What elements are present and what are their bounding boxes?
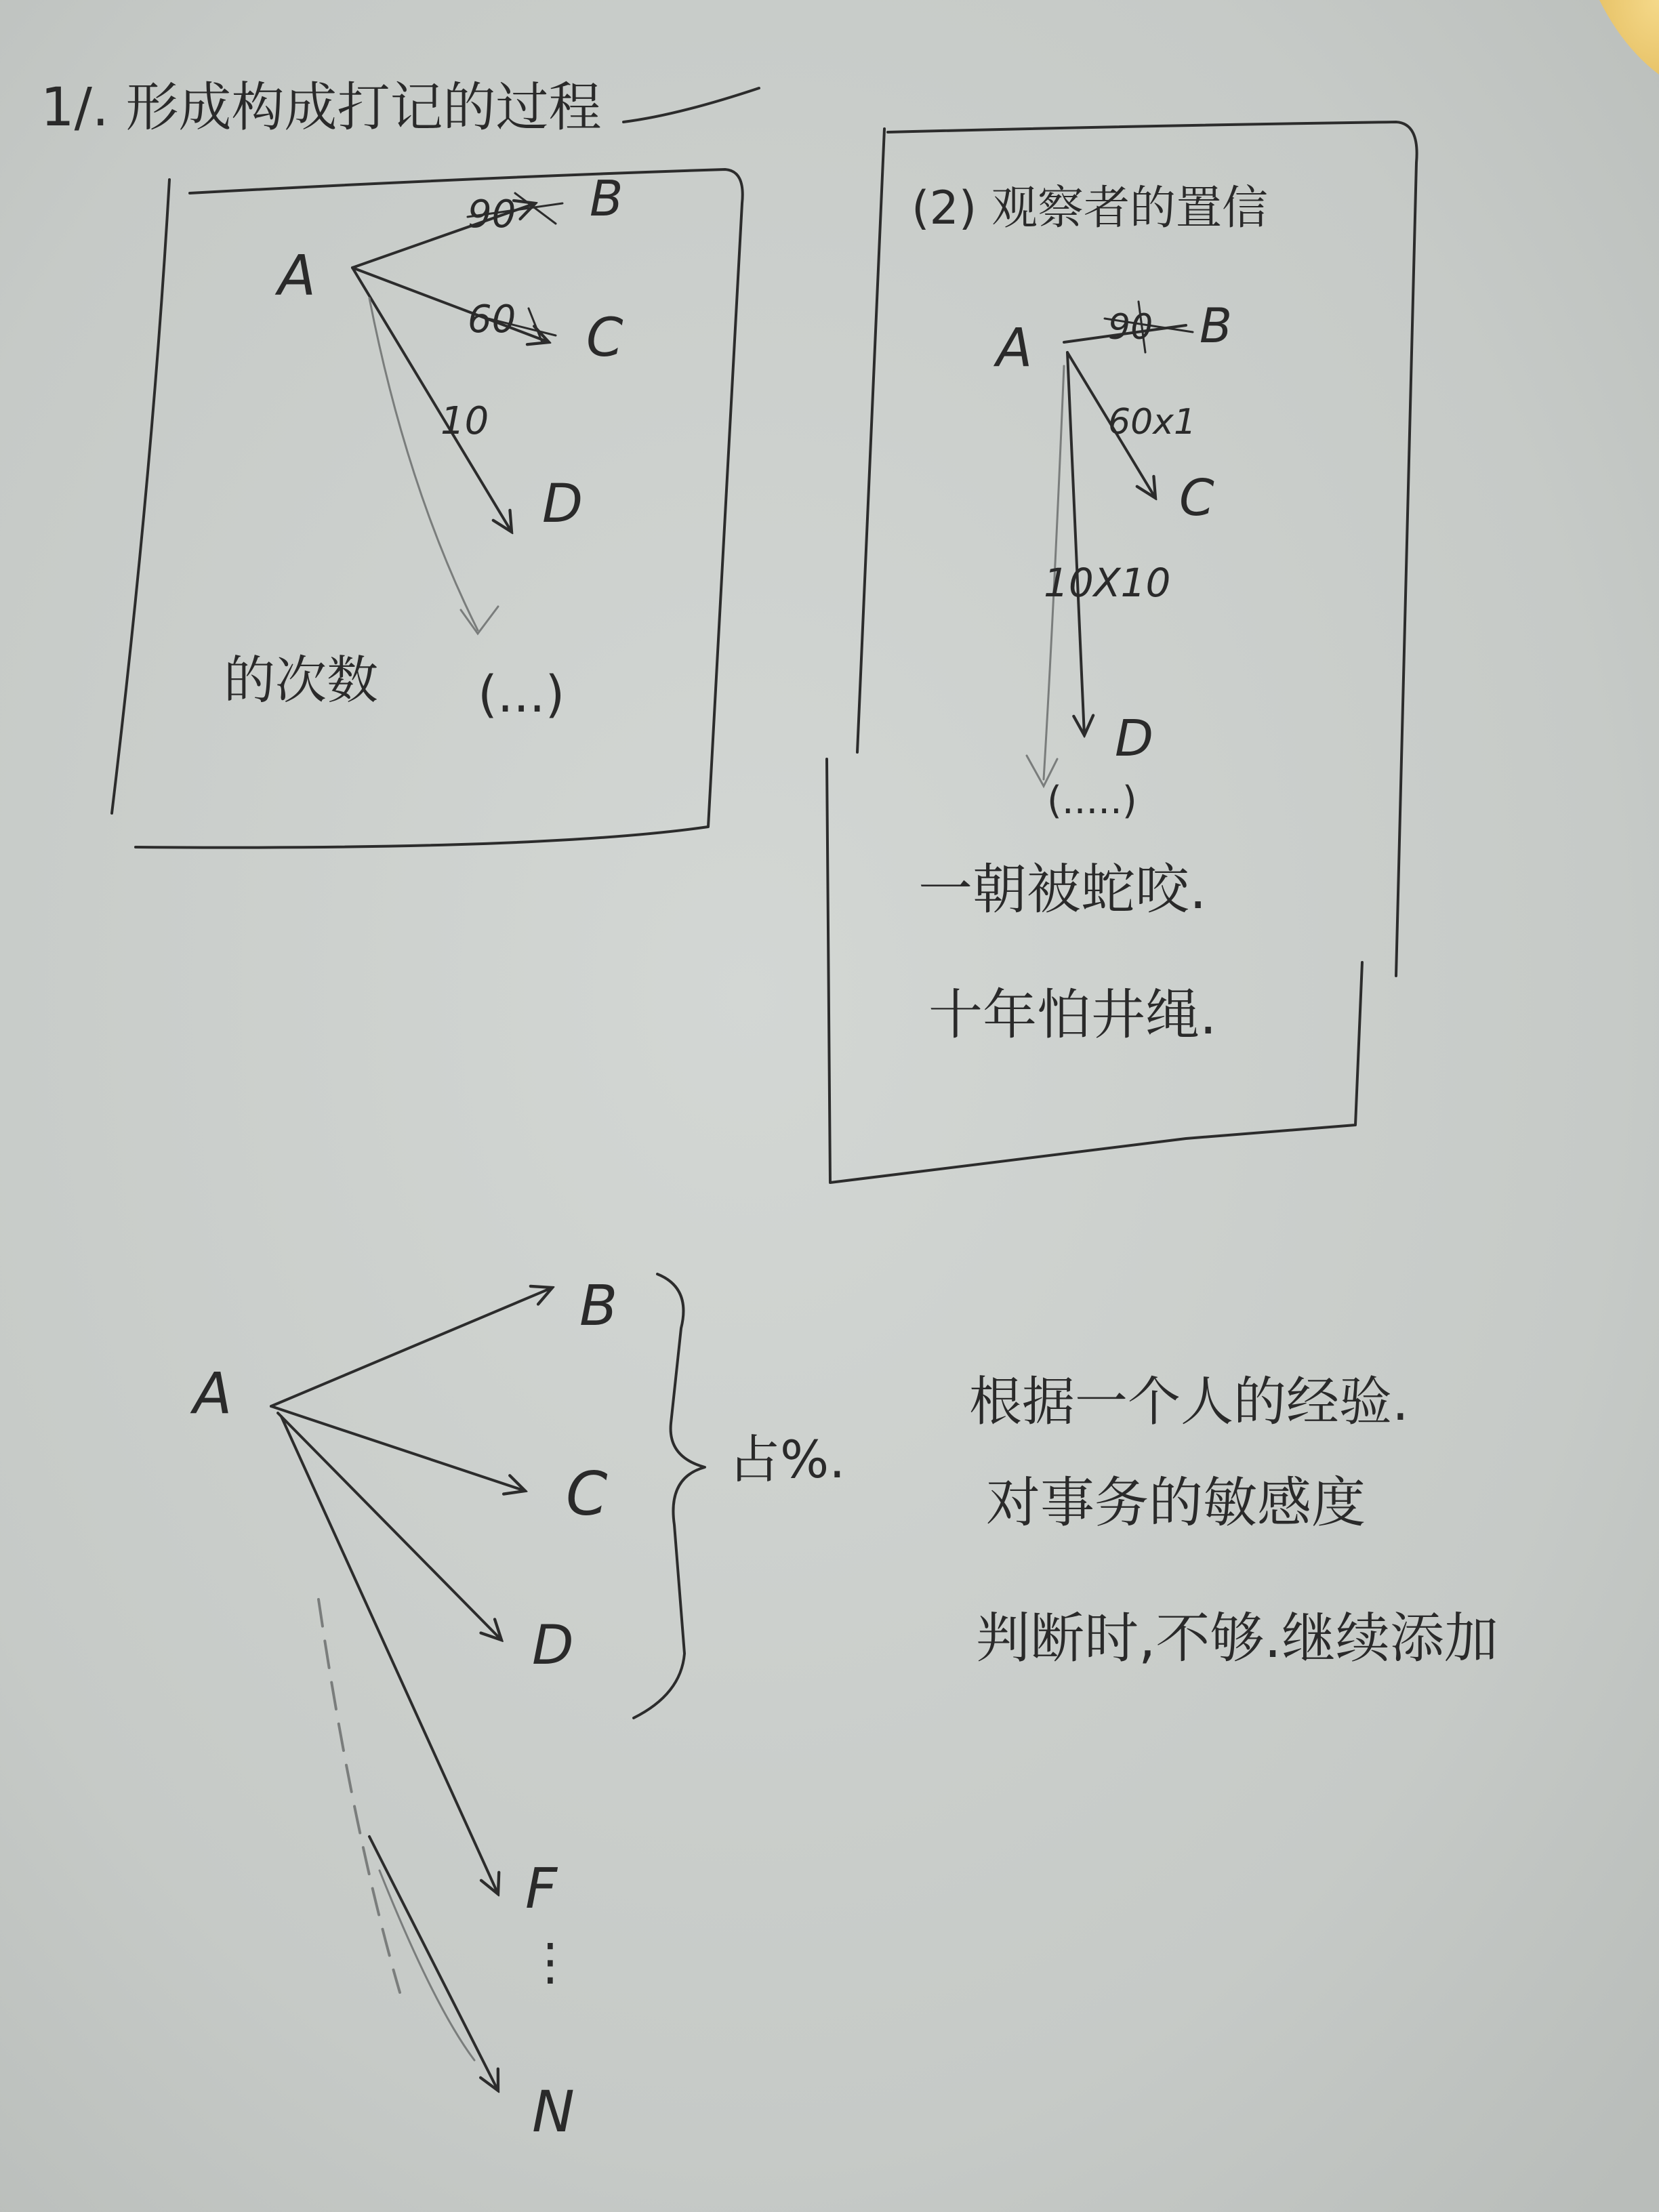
p2-title: (2) 观察者的置信 xyxy=(912,182,1268,235)
heading: 1/. 形成构成打记的过程 xyxy=(41,77,602,138)
p2-note-2: 十年怕井绳. xyxy=(928,983,1217,1046)
d3-node-dots: ⋮ xyxy=(525,1933,575,1991)
d3-node-a: A xyxy=(193,1360,232,1427)
d3-brace-label: 占%. xyxy=(729,1429,846,1490)
d3-node-d: D xyxy=(532,1614,574,1677)
p2-node-b: B xyxy=(1200,298,1233,354)
p2-label-ac: 60x1 xyxy=(1108,402,1197,443)
p1-node-d: D xyxy=(542,474,583,535)
d3-node-c: C xyxy=(566,1459,608,1529)
p2-ellipsis: (.....) xyxy=(1047,779,1137,823)
p1-label-ac: 60 xyxy=(468,298,516,342)
p2-node-c: C xyxy=(1179,469,1214,527)
p1-label-ab: 90 xyxy=(468,192,516,237)
p1-label-ad: 10 xyxy=(441,399,489,443)
p2-note-1: 一朝被蛇咬. xyxy=(918,858,1207,921)
p2-label-ab: 90 xyxy=(1108,307,1153,348)
p1-node-c: C xyxy=(586,308,623,369)
p2-node-a: A xyxy=(996,318,1033,379)
p2-label-ad: 10X10 xyxy=(1044,560,1171,606)
p1-node-b: B xyxy=(590,170,623,227)
d3-node-f: F xyxy=(525,1857,558,1921)
d3-note-3: 判断时,不够.继续添加 xyxy=(976,1607,1498,1670)
d3-note-1: 根据一个人的经验. xyxy=(969,1372,1409,1433)
p1-ellipsis: (...) xyxy=(478,665,565,724)
d3-node-n: N xyxy=(532,2078,575,2145)
p2-node-d: D xyxy=(1115,710,1153,768)
p1-note: 的次数 xyxy=(224,650,378,710)
p1-node-a: A xyxy=(278,244,316,308)
d3-node-b: B xyxy=(579,1274,618,1338)
d3-note-2: 对事务的敏感度 xyxy=(986,1471,1366,1534)
